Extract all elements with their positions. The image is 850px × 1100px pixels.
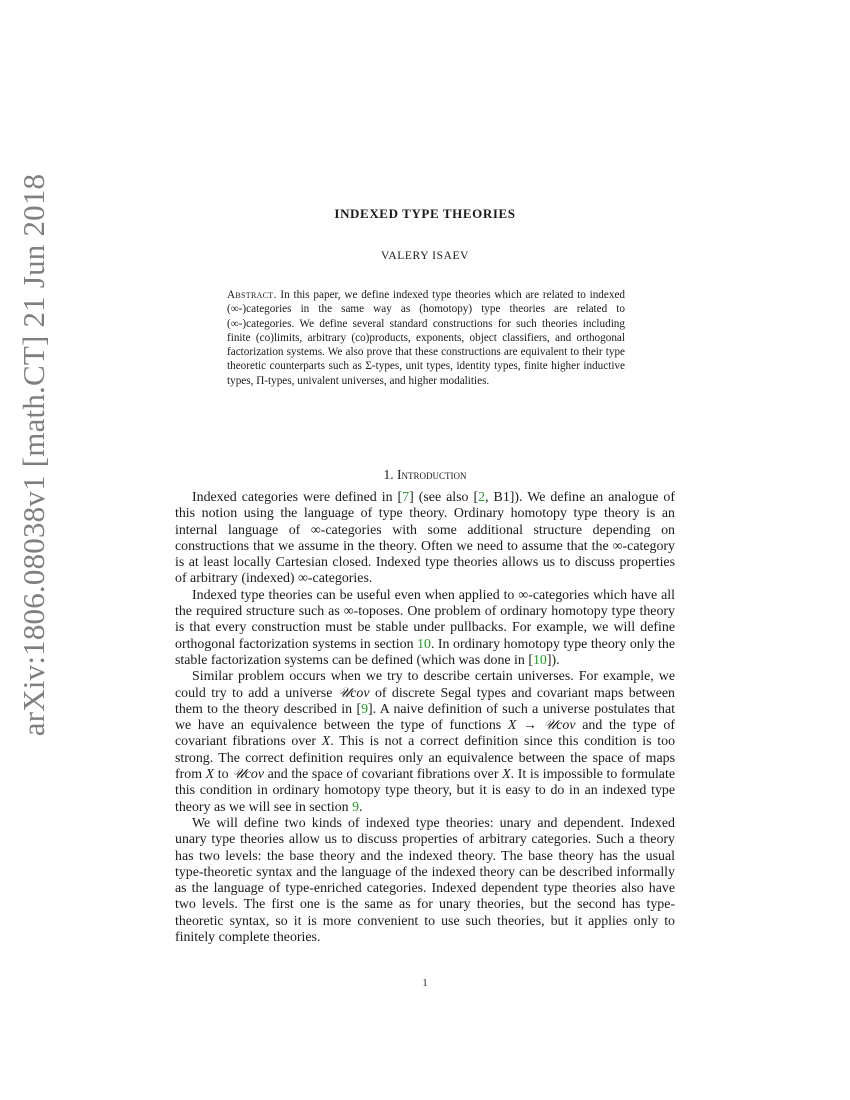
section-title: Introduction xyxy=(397,467,467,482)
section-body xyxy=(175,490,675,946)
math-universe: 𝒰cov xyxy=(337,685,370,701)
paragraph-1: Indexed categories were defined in [7] (see also [2, B1]). We define an analogue of this notion using the language of type theory. Ordinary homotopy type theory is an internal language of ∞-categories with some additional structure depending on constructions that we assume in the theory. Often we need to assume that the ∞-category is at least locally Cartesian closed. Indexed type theories allows us to discuss properties of arbitrary (indexed) ∞-categories. xyxy=(175,490,675,587)
math-variable: X xyxy=(502,767,511,783)
section-number: 1. xyxy=(383,467,394,482)
abstract-text: In this paper, we define indexed type theories which are related to indexed (∞-)categories in the same way as (homotopy) type theories are related to (∞-)categories. We define several standard constructions for such theories including finite (co)limits, arbitrary (co)products, exponents, object classifiers, and orthogonal factorization systems. We also prove that these constructions are equivalent to their type theoretic counterparts such as Σ-types, unit types, identity types, finite higher inductive types, Π-types, univalent universes, and higher modalities. xyxy=(227,289,626,387)
author-name: VALERY ISAEV xyxy=(380,250,470,262)
citation-link[interactable]: 9 xyxy=(361,701,369,717)
math-variable: X xyxy=(205,767,215,783)
paragraph-2: Indexed type theories can be useful even when applied to ∞-categories which have all the required structure such as ∞-toposes. One problem of ordinary homotopy type theory is that every construction must be stable under pullbacks. For example, we will define orthogonal factorization systems in section 10. In ordinary homotopy type theory only the stable factorization systems can be defined (which was done in [10]). xyxy=(175,587,676,668)
paragraph-4: We will define two kinds of indexed type theories: unary and dependent. Indexed unary type theories allow us to discuss properties of arbitrary categories. Such a theory has two levels: the base theory and the indexed theory. The base theory has the usual type-theoretic syntax and the language of the indexed theory can be described informally as the language of type-enriched categories. Indexed dependent type theories also have two levels. The first one is the same as for unary theories, but the second has type-theoretic syntax, so it is more convenient to use such theories, but it applies only to finitely complete theories. xyxy=(175,815,675,946)
math-universe: 𝒰cov xyxy=(232,767,264,783)
math-function-type: X → 𝒰cov xyxy=(507,718,576,734)
arxiv-stamp-text: arXiv:1806.08038v1 [math.CT] 21 Jun 2018 xyxy=(16,173,51,737)
page-number: 1 xyxy=(422,978,428,989)
arxiv-identifier-stamp xyxy=(0,0,62,1100)
citation-link[interactable]: 2 xyxy=(478,490,486,505)
abstract xyxy=(227,288,625,388)
paragraph-3: Similar problem occurs when we try to describe certain universes. For example, we could try to add a universe 𝒰cov of discrete Segal types and covariant maps between them to the theory described in [9]. A naive definition of such a universe postulates that we have an equivalence between the type of functions X → 𝒰cov and the type of covariant fibrations over X. This is not a correct definition since this condition is too strong. The correct definition requires only an equivalence between the space of maps from X to 𝒰cov and the space of covariant fibrations over X. It is impossible to formulate this condition in ordinary homotopy type theory, but it is easy to do in an indexed type theory as we will see in section 9. xyxy=(175,669,676,815)
paper-title: INDEXED TYPE THEORIES xyxy=(334,206,516,221)
abstract-label: Abstract. xyxy=(227,289,277,301)
citation-link[interactable]: 10 xyxy=(532,652,547,668)
math-variable: X xyxy=(321,734,331,750)
section-link[interactable]: 9 xyxy=(352,799,360,815)
section-heading xyxy=(0,467,850,483)
citation-link[interactable]: 7 xyxy=(402,490,410,505)
section-link[interactable]: 10 xyxy=(417,636,431,652)
